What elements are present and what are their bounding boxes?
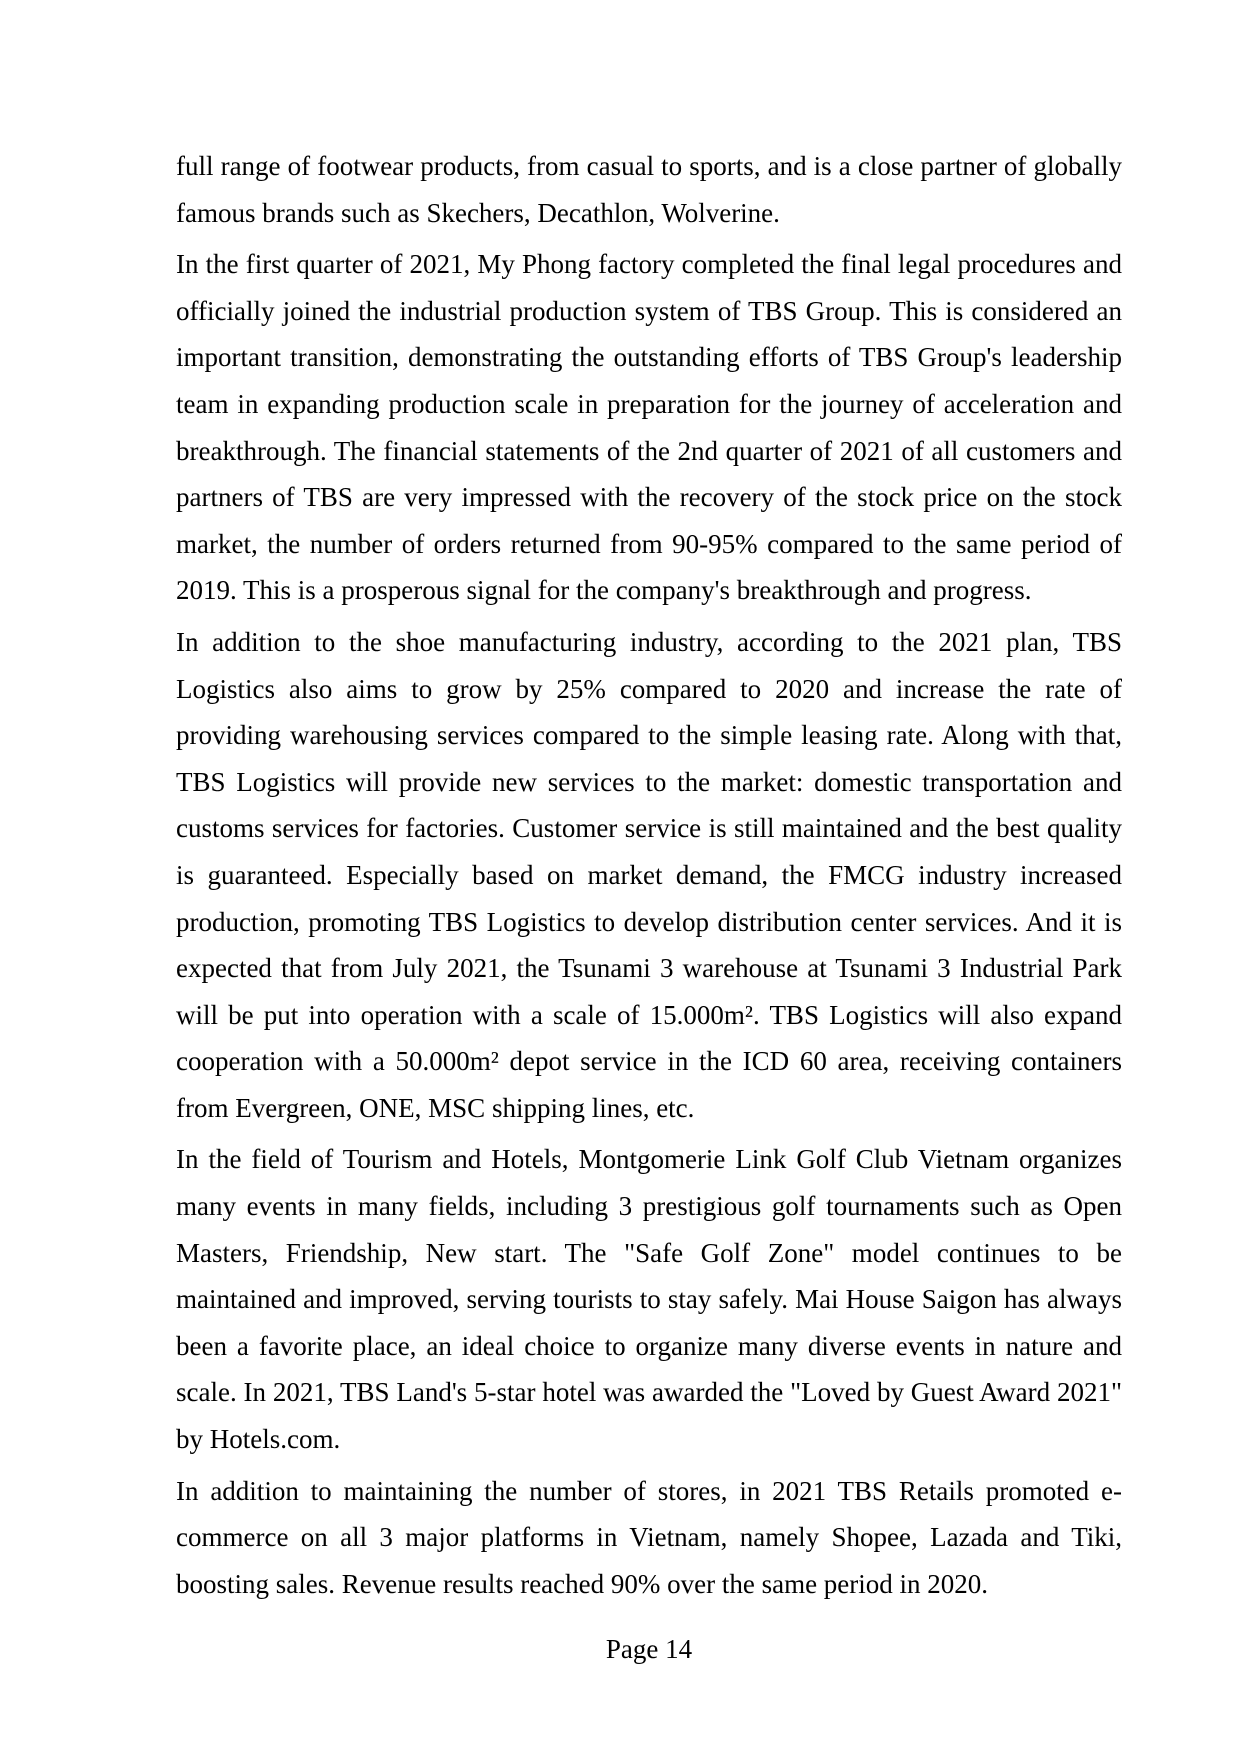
paragraph-tbs-logistics: In addition to the shoe manufacturing industry, according to the 2021 plan, TBS Logistics also aims to grow by 25% compared to 2020 and increase the rate of providing warehousing services compared to the simple leasing rate. Along with that, TBS Logistics will provide new services to the market: domestic transportation and customs services for factories. Customer service is still maintained and the best quality is guaranteed. Especially based on market demand, the FMCG industry increased production, promoting TBS Logistics to develop distribution center services. And it is expected that from July 2021, the Tsunami 3 warehouse at Tsunami 3 Industrial Park will be put into operation with a scale of 15.000m². TBS Logistics will also expand cooperation with a 50.000m² depot service in the ICD 60 area, receiving containers from Evergreen, ONE, MSC shipping lines, etc. [176,626,1122,1123]
document-body [176,143,1122,1607]
paragraph-my-phong-factory: In the first quarter of 2021, My Phong factory completed the final legal procedures and officially joined the industrial production system of TBS Group. This is considered an important transition, demonstrating the outstanding efforts of TBS Group's leadership team in expanding production scale in preparation for the journey of acceleration and breakthrough. The financial statements of the 2nd quarter of 2021 of all customers and partners of TBS are very impressed with the recovery of the stock price on the stock market, the number of orders returned from 90-95% compared to the same period of 2019. This is a prosperous signal for the company's breakthrough and progress. [176,249,1122,606]
paragraph-footwear-partners: full range of footwear products, from casual to sports, and is a close partner of globally famous brands such as Skechers, Decathlon, Wolverine. [176,151,1122,228]
paragraph-tbs-retails: In addition to maintaining the number of stores, in 2021 TBS Retails promoted e-commerce on all 3 major platforms in Vietnam, namely Shopee, Lazada and Tiki, boosting sales. Revenue results reached 90% over the same period in 2020. [176,1475,1122,1599]
paragraph-tourism-hotels: In the field of Tourism and Hotels, Montgomerie Link Golf Club Vietnam organizes many events in many fields, including 3 prestigious golf tournaments such as Open Masters, Friendship, New start. The "Safe Golf Zone" model continues to be maintained and improved, serving tourists to stay safely. Mai House Saigon has always been a favorite place, an ideal choice to organize many diverse events in nature and scale. In 2021, TBS Land's 5-star hotel was awarded the "Loved by Guest Award 2021" by Hotels.com. [176,1144,1122,1455]
page-number: Page 14 [605,1634,693,1664]
